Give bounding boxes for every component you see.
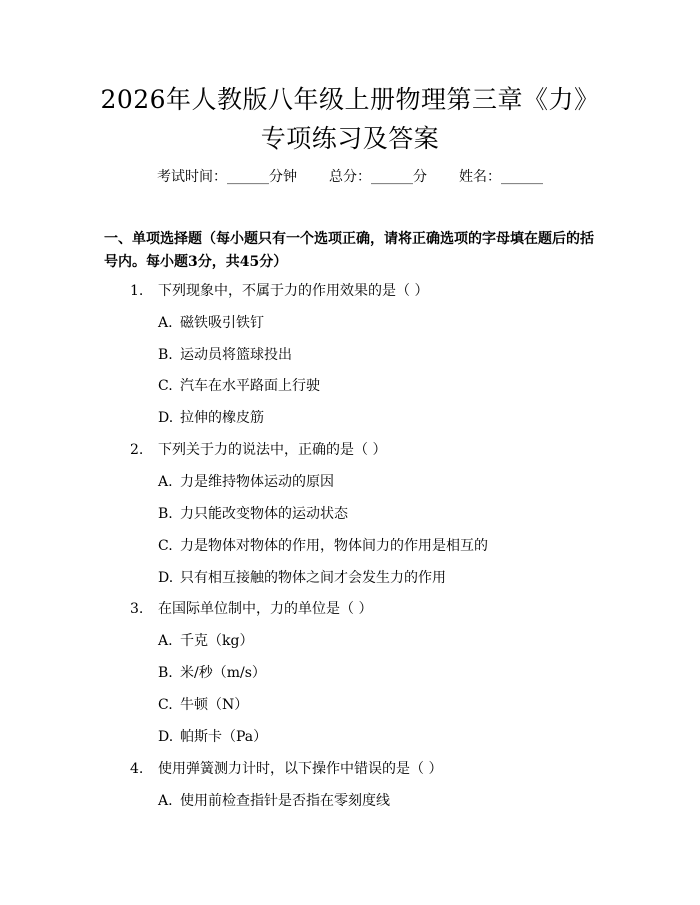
option-text: 汽车在水平路面上行驶 [180, 378, 320, 394]
question-number: 4. [130, 761, 144, 777]
option-text: 力是维持物体运动的原因 [180, 474, 334, 490]
question-text: 下列关于力的说法中，正确的是（ ） [158, 442, 387, 458]
option-3b [158, 663, 266, 683]
option-letter: A. [158, 633, 173, 649]
question-3 [130, 599, 372, 619]
option-letter: D. [158, 410, 174, 426]
option-letter: D. [158, 729, 174, 745]
exam-info [0, 167, 700, 187]
document-title-line-1: 2026年人教版八年级上册物理第三章《力》 [100, 85, 600, 114]
section-heading [104, 228, 604, 274]
option-1b [158, 345, 292, 365]
option-2d [158, 568, 446, 588]
option-letter: A. [158, 474, 173, 490]
option-3d [158, 727, 267, 747]
option-4a [158, 791, 390, 811]
section-heading-line-1: 一、单项选择题（每小题只有一个选项正确，请将正确选项的字母填在题后的括 [104, 231, 594, 247]
question-number: 3. [130, 601, 144, 617]
question-number: 1. [130, 283, 144, 299]
option-text: 米/秒（m/s） [180, 665, 266, 681]
question-number: 2. [130, 442, 144, 458]
option-1c [158, 376, 320, 396]
option-letter: B. [158, 347, 173, 363]
question-2 [130, 440, 386, 460]
document-title-line-2: 专项练习及答案 [260, 124, 440, 153]
option-text: 磁铁吸引铁钉 [180, 315, 264, 331]
option-letter: A. [158, 315, 173, 331]
option-letter: A. [158, 793, 173, 809]
option-text: 力只能改变物体的运动状态 [180, 506, 348, 522]
question-4 [130, 759, 442, 779]
option-text: 力是物体对物体的作用，物体间力的作用是相互的 [180, 538, 488, 554]
total-score-field: 总分：______分 [329, 169, 427, 185]
section-heading-line-2: 号内。每小题3分，共45分） [104, 254, 288, 270]
question-text: 在国际单位制中，力的单位是（ ） [158, 601, 373, 617]
exam-time-field: 考试时间：______分钟 [157, 169, 297, 185]
option-text: 帕斯卡（Pa） [180, 729, 268, 745]
student-name-field: 姓名：______ [459, 169, 543, 185]
question-text: 使用弹簧测力计时，以下操作中错误的是（ ） [158, 761, 443, 777]
option-text: 拉伸的橡皮筋 [180, 410, 264, 426]
option-letter: D. [158, 570, 174, 586]
option-text: 千克（kg） [180, 633, 254, 649]
option-text: 牛顿（N） [180, 697, 249, 713]
option-1a [158, 313, 264, 333]
option-3c [158, 695, 248, 715]
option-1d [158, 408, 264, 428]
question-text: 下列现象中，不属于力的作用效果的是（ ） [158, 283, 429, 299]
option-letter: C. [158, 378, 173, 394]
option-letter: B. [158, 665, 173, 681]
option-2a [158, 472, 334, 492]
question-1 [130, 281, 428, 301]
option-text: 运动员将篮球投出 [180, 347, 292, 363]
option-2c [158, 536, 488, 556]
option-text: 使用前检查指针是否指在零刻度线 [180, 793, 390, 809]
option-letter: C. [158, 697, 173, 713]
option-2b [158, 504, 348, 524]
option-3a [158, 631, 253, 651]
option-text: 只有相互接触的物体之间才会发生力的作用 [180, 570, 446, 586]
option-letter: B. [158, 506, 173, 522]
option-letter: C. [158, 538, 173, 554]
